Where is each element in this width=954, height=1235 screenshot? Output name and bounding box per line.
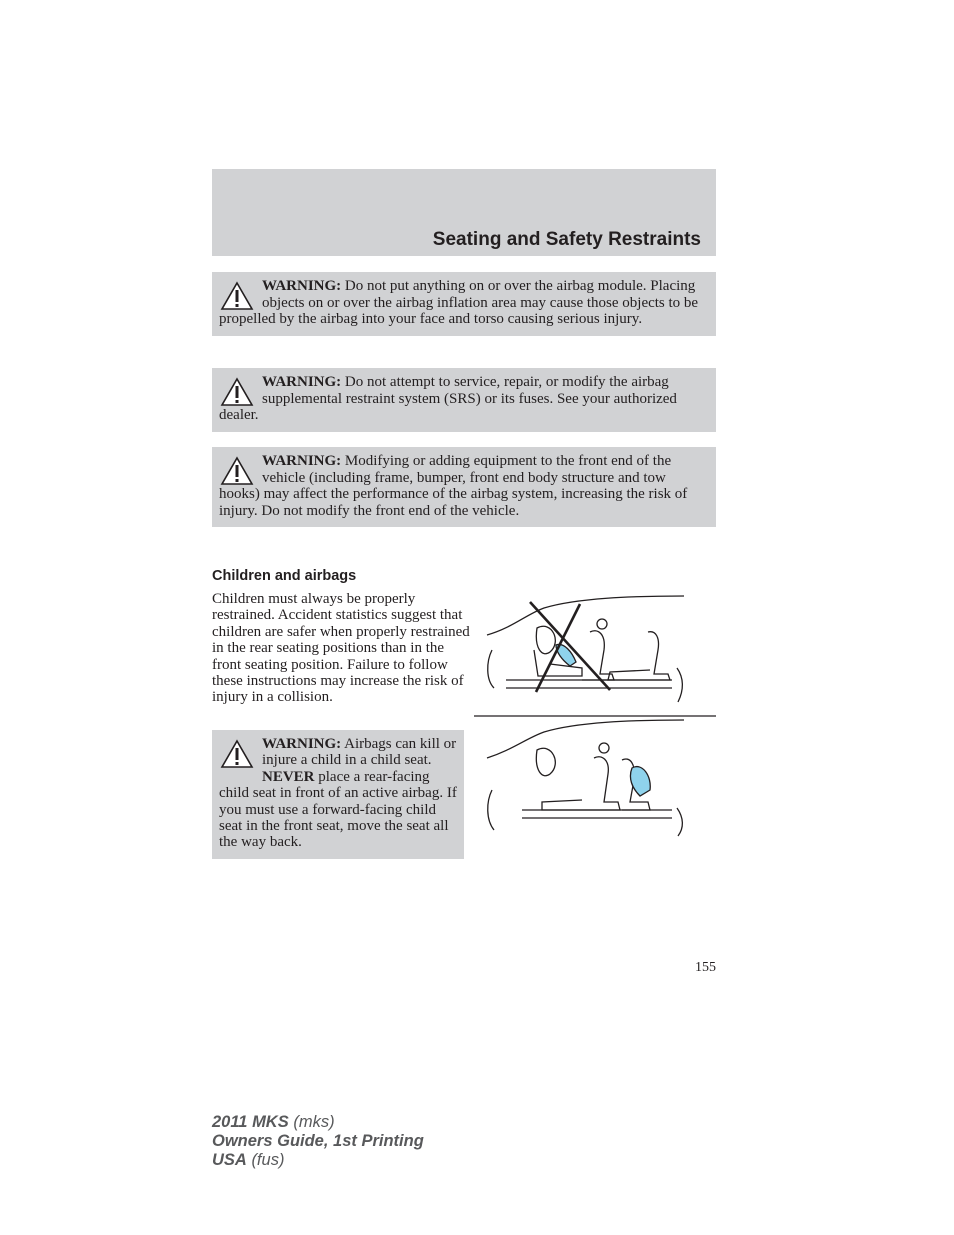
warning-label: WARNING: bbox=[262, 453, 342, 469]
section-title: Children and airbags bbox=[212, 568, 357, 584]
warning-box-srs-service bbox=[212, 368, 716, 432]
footer-line-2: Owners Guide, 1st Printing bbox=[212, 1132, 424, 1150]
page-title: Seating and Safety Restraints bbox=[432, 229, 701, 250]
warning-text: place a rear-facing child seat in front of an active airbag. If you must use a forward-facing child seat in the front seat, move the seat all the way back. bbox=[219, 768, 457, 851]
warning-triangle-icon bbox=[220, 281, 254, 311]
car-rear-seat-child-correct bbox=[487, 720, 684, 836]
warning-emphasis: NEVER bbox=[262, 768, 315, 785]
warning-triangle-icon bbox=[220, 377, 254, 407]
warning-triangle-icon bbox=[220, 456, 254, 486]
warning-label: WARNING: bbox=[262, 374, 342, 390]
header-band bbox=[212, 169, 716, 256]
warning-box-child-seat bbox=[212, 730, 464, 859]
footer-line-3: USA (fus) bbox=[212, 1151, 285, 1169]
warning-label: WARNING: bbox=[262, 736, 342, 752]
warning-text: Do not attempt to service, repair, or modify the airbag supplemental restraint system (SRS) or its fuses. See your authorized dealer. bbox=[219, 374, 677, 423]
warning-text: Modifying or adding equipment to the front end of the vehicle (including frame, bumper, front end body structure and tow hooks) may affect the performance of the airbag system, increasing the risk of injury. Do not modify the front end of the vehicle. bbox=[219, 453, 688, 519]
warning-text: Airbags can kill or injure a child in a child seat. bbox=[262, 736, 457, 769]
footer bbox=[212, 1113, 424, 1170]
page-number: 155 bbox=[695, 960, 716, 975]
warning-triangle-icon bbox=[220, 739, 254, 769]
warning-label: WARNING: bbox=[262, 278, 342, 294]
footer-line-1: 2011 MKS (mks) bbox=[212, 1113, 335, 1131]
warning-box-airbag-module bbox=[212, 272, 716, 336]
child-seat-illustration bbox=[472, 590, 717, 850]
section-body: Children must always be properly restrained. Accident statistics suggest that children are safer when properly restrained in the rear seating positions than in the front seating position. Failure to follow these instructions may increase the risk of injury in a collision. bbox=[212, 591, 470, 706]
car-front-seat-child-wrong bbox=[487, 596, 684, 702]
warning-text: Do not put anything on or over the airbag module. Placing objects on or over the airbag inflation area may cause those objects to be propelled by the airbag into your face and torso causing serious injury. bbox=[219, 278, 699, 327]
warning-box-front-end bbox=[212, 447, 716, 527]
